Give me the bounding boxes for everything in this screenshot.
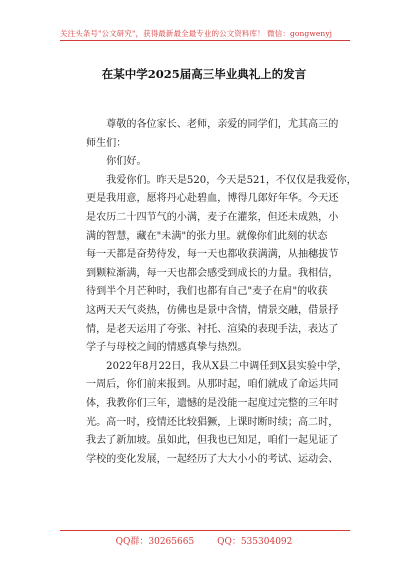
document-body <box>86 116 357 469</box>
text-line: 学子与母校之间的情感真挚与热烈。 <box>86 342 248 354</box>
footer-contact <box>0 534 408 547</box>
text-line: 是农历二十四节气的小满，麦子在灌浆，但还未成熟，小 <box>86 211 339 223</box>
footer-divider <box>60 530 350 531</box>
text-line: 满的智慧，藏在"未满"的张力里。就像你们此刻的状态 <box>86 230 328 242</box>
text-line: 这两天天气炎热，仿佛也是景中含情，情景交融，借景抒 <box>86 304 339 316</box>
text-line: 待到半个月芒种时，我们也都有自己"麦子在肩"的收获 <box>86 286 328 298</box>
document-title: 在某中学2025届高三毕业典礼上的发言 <box>101 67 307 81</box>
text-line: 师生们： <box>86 137 127 149</box>
footer-qq-number: QQ：535304092 <box>217 537 293 547</box>
text-line: 光。高一时，疫情还比较猖獗，上课时断时续；高二时， <box>86 416 339 428</box>
footer-qq-group: QQ群：30265665 <box>115 537 195 547</box>
text-line: 2022年8月22日，我从X县二中调任到X县实验中学， <box>86 360 348 372</box>
speech-text <box>86 116 357 469</box>
text-line: 你们好。 <box>86 156 147 168</box>
text-line: 我去了新加坡。虽如此，但我也已知足，咱们一起见证了 <box>86 435 339 447</box>
text-line: 学校的变化发展，一起经历了大大小小的考试、运动会、 <box>86 453 339 465</box>
text-line: 更是我用意，愿将丹心赴碧血，博得几郎好年华。今天还 <box>86 193 339 205</box>
text-line: 到颗粒渐满，每一天也都会感受到成长的力量。我相信， <box>86 267 339 279</box>
header-divider <box>60 40 350 41</box>
text-line: 情，是老天运用了夸张、衬托、渲染的表现手法，表达了 <box>86 323 339 335</box>
text-line: 每一天都是奋势待发，每一天也都收获满满，从抽穗拔节 <box>86 249 339 261</box>
text-line: 尊敬的各位家长、老师，亲爱的同学们，尤其高三的 <box>86 119 339 130</box>
text-line: 我爱你们。昨天是520，今天是521，不仅仅是我爱你， <box>86 174 357 186</box>
text-line: 体，我教你们三年，遗憾的是没能一起度过完整的三年时 <box>86 397 339 409</box>
header-promo-note: 关注头条号"公文研究"，获得最新最全最专业的公文资料库！ 微信：gongwenyj <box>60 29 333 38</box>
text-line: 一周后，你们前来报到。从那时起，咱们就成了命运共同 <box>86 379 339 391</box>
